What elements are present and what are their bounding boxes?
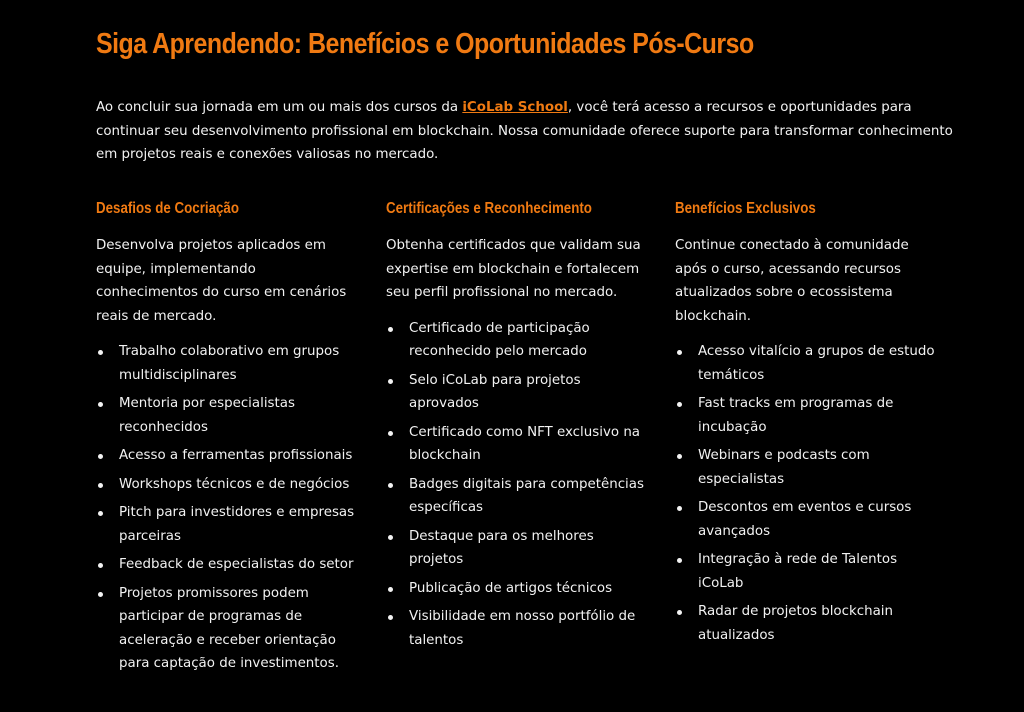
column-description: Continue conectado à comunidade após o curso, acessando recursos atualizados sobre o ecossistema blockchain. <box>675 238 909 324</box>
bullet-icon <box>677 350 682 355</box>
bullet-icon <box>677 558 682 563</box>
intro-text-before: Ao concluir sua jornada em um ou mais dos cursos da <box>96 100 463 115</box>
column-heading: Certificações e Reconhecimento <box>386 200 592 217</box>
list-item-text: Feedback de especialistas do setor <box>119 557 354 572</box>
list-item <box>96 444 358 468</box>
benefit-list <box>96 340 358 676</box>
bullet-icon <box>388 587 393 592</box>
bullet-icon <box>98 592 103 597</box>
list-item <box>96 340 358 387</box>
list-item <box>386 525 648 572</box>
list-item <box>386 577 648 601</box>
list-item <box>96 553 358 577</box>
intro-paragraph <box>96 96 956 167</box>
list-item-text: Pitch para investidores e empresas parceiras <box>119 505 355 544</box>
column-description: Obtenha certificados que validam sua expertise em blockchain e fortalecem seu perfil profissional no mercado. <box>386 238 641 300</box>
bullet-icon <box>388 615 393 620</box>
list-item-text: Publicação de artigos técnicos <box>409 580 613 596</box>
list-item <box>386 317 648 364</box>
bullet-icon <box>388 431 393 436</box>
bullet-icon <box>98 483 103 488</box>
list-item <box>675 340 937 387</box>
list-item-text: Integração à rede de Talentos iCoLab <box>698 552 898 591</box>
list-item <box>675 444 937 491</box>
bullet-icon <box>677 402 682 407</box>
column-cocreation-challenges <box>96 198 358 681</box>
list-item-text: Certificado de participação reconhecido pelo mercado <box>409 320 590 359</box>
intro-text-after: , você terá acesso a recursos e oportunidades para continuar seu desenvolvimento profissional em blockchain. Nossa comunidade oferece suporte para transformar conhecimento em projetos reais e conexões valiosas no mercado. <box>96 100 953 162</box>
list-item <box>96 473 358 497</box>
list-item-text: Descontos em eventos e cursos avançados <box>698 500 912 539</box>
benefit-list <box>386 317 648 653</box>
list-item-text: Workshops técnicos e de negócios <box>119 476 350 492</box>
list-item <box>96 392 358 439</box>
column-heading: Benefícios Exclusivos <box>675 200 816 217</box>
icolab-school-link[interactable]: iCoLab School <box>462 100 568 115</box>
bullet-icon <box>388 327 393 332</box>
list-item-text: Radar de projetos blockchain atualizados <box>698 604 894 643</box>
list-item-text: Acesso vitalício a grupos de estudo temáticos <box>698 344 935 383</box>
list-item-text: Certificado como NFT exclusivo na blockchain <box>409 424 641 463</box>
list-item <box>386 605 648 652</box>
list-item <box>675 548 937 595</box>
list-item-text: Destaque para os melhores projetos <box>409 528 594 567</box>
bullet-icon <box>388 379 393 384</box>
list-item-text: Projetos promissores podem participar de programas de aceleração e receber orientação para captação de investimentos. <box>119 585 339 671</box>
list-item <box>675 600 937 647</box>
bullet-icon <box>98 350 103 355</box>
bullet-icon <box>98 511 103 516</box>
bullet-icon <box>98 563 103 568</box>
list-item <box>386 421 648 468</box>
bullet-icon <box>388 535 393 540</box>
column-certifications <box>386 198 648 657</box>
column-description: Desenvolva projetos aplicados em equipe, implementando conhecimentos do curso em cenários reais de mercado. <box>96 238 347 324</box>
list-item-text: Mentoria por especialistas reconhecidos <box>119 396 295 435</box>
column-exclusive-benefits <box>675 198 937 652</box>
list-item <box>675 496 937 543</box>
column-heading: Desafios de Cocriação <box>96 200 239 217</box>
list-item <box>675 392 937 439</box>
list-item-text: Visibilidade em nosso portfólio de talentos <box>409 609 636 648</box>
bullet-icon <box>677 506 682 511</box>
list-item <box>96 501 358 548</box>
bullet-icon <box>677 610 682 615</box>
list-item-text: Selo iCoLab para projetos aprovados <box>409 372 581 411</box>
list-item-text: Badges digitais para competências específicas <box>409 476 644 515</box>
list-item <box>386 473 648 520</box>
list-item-text: Acesso a ferramentas profissionais <box>119 448 353 463</box>
bullet-icon <box>388 483 393 488</box>
benefit-list <box>675 340 937 647</box>
bullet-icon <box>98 402 103 407</box>
list-item <box>386 369 648 416</box>
list-item-text: Trabalho colaborativo em grupos multidisciplinares <box>119 344 340 383</box>
bullet-icon <box>98 454 103 459</box>
bullet-icon <box>677 454 682 459</box>
list-item-text: Fast tracks em programas de incubação <box>698 396 894 435</box>
list-item-text: Webinars e podcasts com especialistas <box>698 448 870 487</box>
list-item <box>96 582 358 676</box>
page-title: Siga Aprendendo: Benefícios e Oportunidades Pós-Curso <box>96 28 754 60</box>
